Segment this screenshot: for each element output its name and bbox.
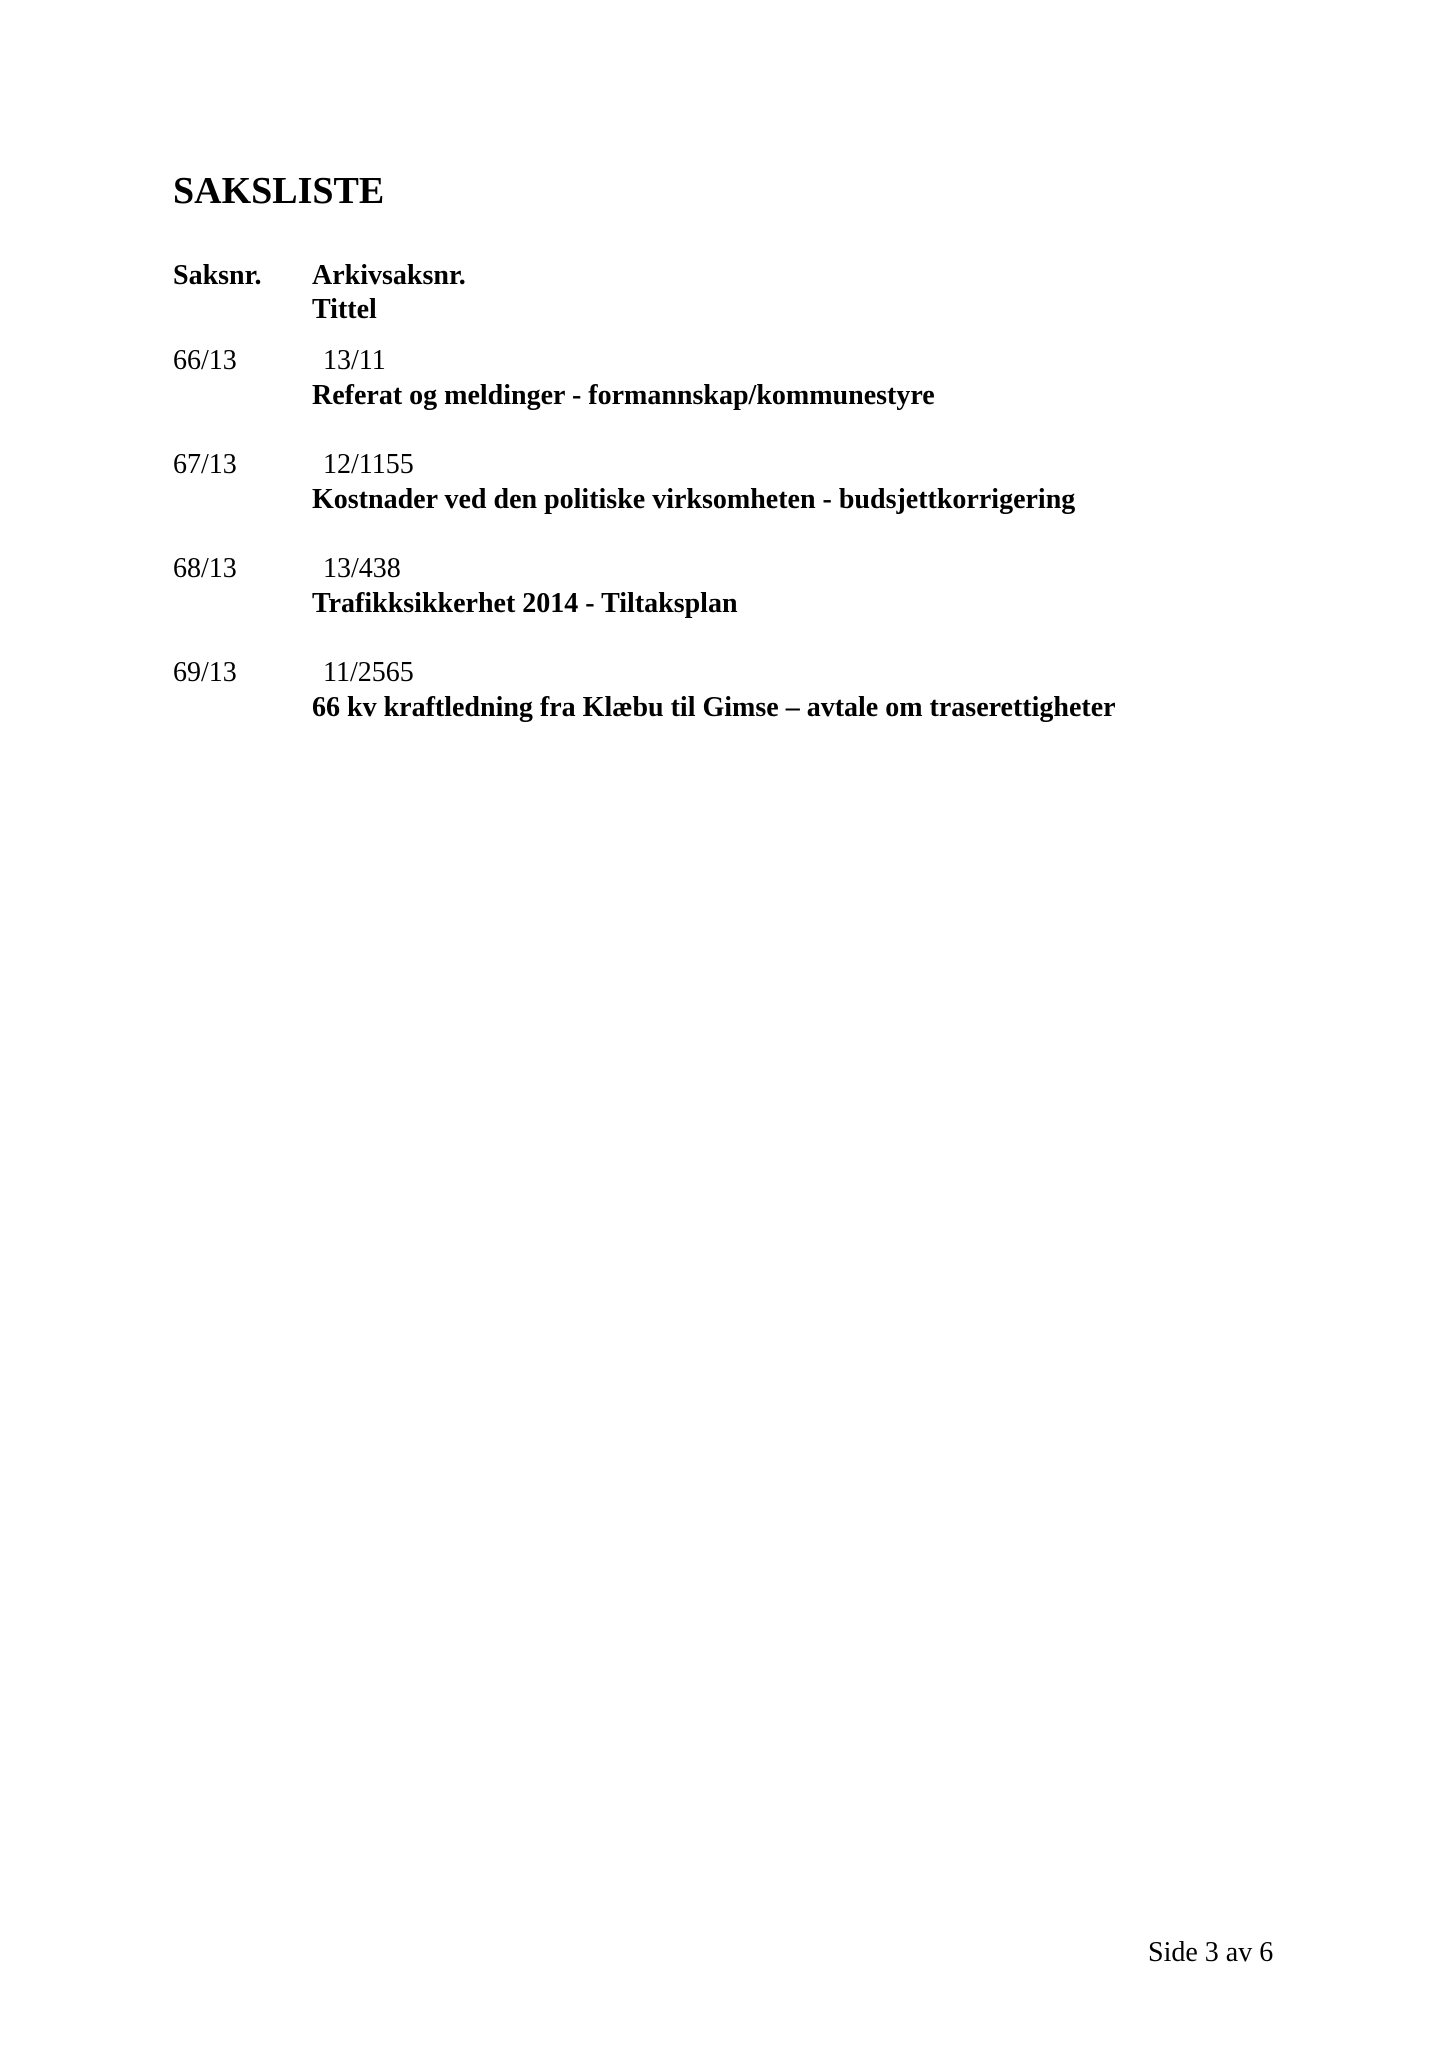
case-item [0,555,1448,635]
case-title: Kostnader ved den politiske virksomheten - budsjettkorrigering [312,484,1076,515]
case-number: 68/13 [173,553,237,584]
case-title: Referat og meldinger - formannskap/kommunestyre [312,380,935,411]
case-item [0,347,1448,427]
case-archive-number: 13/438 [323,553,401,584]
case-archive-number: 11/2565 [323,657,414,688]
column-header-tittel: Tittel [312,294,377,325]
case-title: 66 kv kraftledning fra Klæbu til Gimse – avtale om traserettigheter [312,692,1116,723]
column-header-arkivsaksnr: Arkivsaksnr. [312,260,466,291]
column-header-saksnr: Saksnr. [173,260,262,291]
case-number: 67/13 [173,449,237,480]
case-item [0,451,1448,531]
case-archive-number: 12/1155 [323,449,414,480]
page-title: SAKSLISTE [173,170,385,212]
case-number: 69/13 [173,657,237,688]
page-number: Side 3 av 6 [1148,1937,1274,1968]
case-title: Trafikksikkerhet 2014 - Tiltaksplan [312,588,738,619]
case-number: 66/13 [173,345,237,376]
case-item [0,659,1448,739]
case-archive-number: 13/11 [323,345,386,376]
